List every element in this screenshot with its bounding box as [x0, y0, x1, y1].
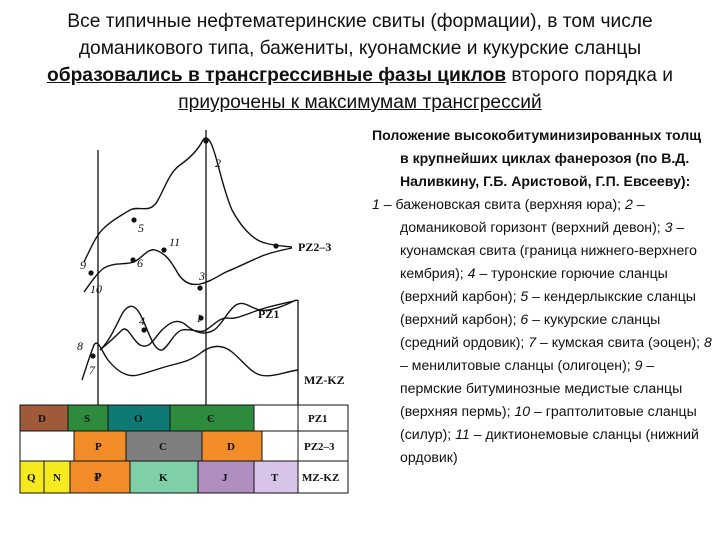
- label-4: 4: [139, 314, 145, 328]
- cell-text-J: J: [222, 472, 228, 484]
- label-11: 11: [169, 235, 181, 249]
- label-7: 7: [89, 363, 95, 377]
- cell-text-D2: D: [227, 441, 235, 453]
- label-5: 5: [138, 221, 144, 235]
- curve-label-mzkz: MZ-KZ: [304, 373, 345, 387]
- cell-text-O: O: [134, 413, 143, 425]
- point-8: [90, 353, 95, 358]
- label-3: 3: [199, 269, 205, 283]
- title-line-4: приурочены к максимумам трансгрессий: [178, 92, 542, 113]
- label-10: 10: [90, 282, 102, 296]
- point-11: [161, 247, 166, 252]
- curve-pz2-3: [84, 138, 292, 262]
- cell-text-C: C: [159, 441, 167, 453]
- point-9: [88, 270, 93, 275]
- cell-text-pz1: PZ1: [308, 413, 328, 425]
- point-6: [130, 257, 135, 262]
- cycle-curves: [82, 138, 298, 380]
- period-table: [20, 405, 348, 493]
- point-5: [131, 217, 136, 222]
- title-emphasis: образовались в трансгрессивные фазы циклов: [47, 65, 507, 86]
- caption-heading: Положение высокобитуминизированных толщ в крупнейших циклах фанерозоя (по В.Д. Наливкину, Г.Б. Аристовой, Г.П. Евсееву):: [372, 127, 702, 189]
- cell-text-Pg: ₽: [94, 472, 102, 484]
- label-9: 9: [80, 258, 86, 272]
- curve-label-pz1: PZ1: [258, 307, 280, 321]
- cell-text-S: S: [84, 413, 91, 425]
- cell-text-D1: D: [38, 413, 46, 425]
- label-1: 1: [196, 311, 202, 325]
- cell-text-P: P: [95, 441, 102, 453]
- cell-text-N: N: [53, 472, 61, 484]
- title-line-3-rest: второго порядка и: [506, 65, 673, 86]
- cell-blank-row2b: [262, 431, 298, 461]
- point-pz23: [273, 243, 278, 248]
- cell-text-pz23: PZ2–3: [304, 441, 335, 453]
- cell-text-mzkz: MZ-KZ: [302, 472, 340, 484]
- title-line-2: доманикового типа, бажениты, куонамские и кукурские сланцы: [78, 38, 642, 59]
- cell-blank-row1: [254, 405, 298, 431]
- figure-caption: [372, 124, 712, 469]
- cell-text-E: Є: [207, 413, 215, 425]
- label-6: 6: [137, 256, 143, 270]
- cell-text-K: K: [159, 472, 168, 484]
- cell-text-T: T: [271, 472, 279, 484]
- curve-mz-kz: [82, 343, 298, 380]
- label-2: 2: [215, 156, 221, 170]
- curve-labels: [258, 240, 345, 387]
- curve-middle: [84, 248, 292, 292]
- title-line-1: Все типичные нефтематеринские свиты (формации), в том числе: [67, 11, 653, 32]
- point-4: [141, 327, 146, 332]
- label-8: 8: [77, 339, 83, 353]
- point-peak: [203, 138, 208, 143]
- caption-legend: 1 – баженовская свита (верхняя юра); 2 – доманиковой горизонт (верхний девон); 3 – куонамская свита (граница нижнего-верхнего кембрия); 4 – туронские горючие сланцы (верхний карбон); 5 – кендерлыкские сланцы (верхний карбон); 6 – кукурские сланцы (средний ордовик); 7 – кумская свита (эоцен); 8 – менилитовые сланцы (олигоцен); 9 – пермские битуминозные медистые сланцы (верхняя пермь); 10 – граптолитовые сланцы (силур); 11 – диктионемовые сланцы (нижний ордовик): [372, 196, 712, 465]
- cell-blank-row2: [20, 431, 74, 461]
- point-3: [197, 285, 202, 290]
- cell-text-Q: Q: [27, 472, 36, 484]
- curve-label-pz23: PZ2–3: [298, 240, 332, 254]
- period-boundary-lines: [98, 130, 298, 405]
